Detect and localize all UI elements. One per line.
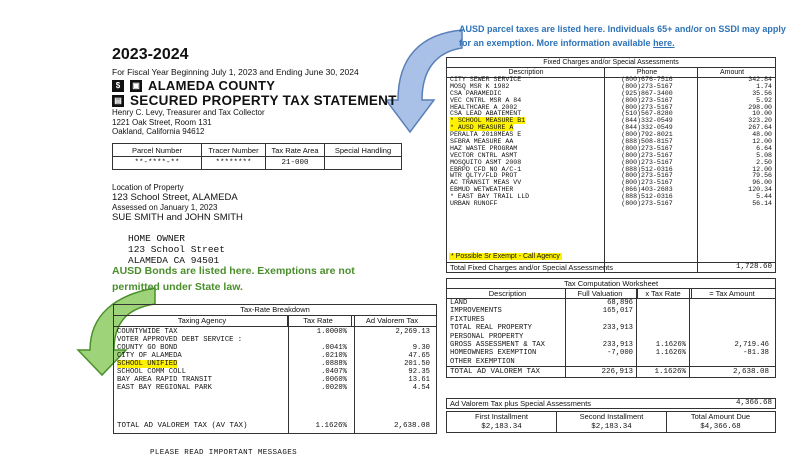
fc-rows	[447, 77, 775, 208]
fc-desc-text: MOSQUITO ASMT 2008	[450, 158, 522, 166]
fc-phone: (844)332-0549	[621, 117, 673, 125]
table-row	[447, 333, 775, 341]
trb-title: Tax-Rate Breakdown	[114, 305, 436, 316]
table-row	[114, 336, 436, 344]
trb-header-rate: Tax Rate	[287, 316, 351, 326]
fc-phone: (888)508-8157	[621, 138, 673, 146]
more-info-link[interactable]: here.	[653, 38, 675, 48]
ws-total-val: 226,913	[601, 368, 633, 376]
fc-desc-text: * SCHOOL MEASURE B1	[450, 117, 526, 125]
fc-amount: 48.00	[752, 131, 772, 139]
fc-phone: (800)273-5167	[621, 144, 673, 152]
ws-header-row	[447, 289, 775, 299]
fc-phone: (510)567-8280	[621, 110, 673, 118]
second-installment-label: Second Installment	[579, 412, 644, 421]
table-row	[447, 307, 775, 315]
ws-rows	[447, 299, 775, 366]
ws-amt: -81.38	[743, 349, 769, 358]
fc-phone: (888)512-0316	[621, 193, 673, 201]
tax-rate-area-value: 21-000	[266, 157, 325, 170]
ws-desc: GROSS ASSESSMENT & TAX	[450, 340, 545, 349]
table-row	[447, 324, 775, 332]
fc-desc-text: EBRPD CFD NO A/C-1	[450, 165, 522, 173]
county-seal-icon-2: ▣	[130, 80, 142, 92]
fc-header-phone: Phone	[636, 69, 658, 76]
collector-address2: Oakland, California 94612	[112, 127, 205, 136]
ws-rate	[636, 316, 689, 324]
bonds-callout: AUSD Bonds are listed here. Exemptions are not permitted under State law.	[112, 265, 355, 293]
fc-amount: 2.50	[756, 158, 772, 166]
ws-val: 165,017	[602, 307, 633, 316]
tracer-number-header: Tracer Number	[202, 144, 266, 157]
trb-amount: 92.35	[408, 368, 430, 376]
ws-header-val: Full Valuation	[565, 289, 637, 298]
table-row	[447, 299, 775, 307]
table-row	[447, 316, 775, 324]
collector-address1: 1221 Oak Street, Room 131	[112, 117, 212, 127]
fc-desc-text: VECTOR CNTRL ASMT	[450, 151, 518, 159]
possible-sr-exempt-note: * Possible Sr Exempt - Call Agency	[451, 253, 560, 260]
fc-amount: 5.44	[756, 193, 772, 201]
ws-title: Tax Computation Worksheet	[447, 279, 775, 289]
fc-desc-text: MOSQ MSR K 1982	[450, 82, 510, 90]
fc-desc-text: * EAST BAY TRAIL LLD	[450, 193, 530, 201]
ws-val: 233,913	[602, 324, 633, 333]
ws-amt	[689, 307, 772, 315]
parcel-tax-callout	[459, 22, 789, 50]
fc-amount: 12.00	[752, 138, 772, 146]
trb-header-row	[114, 316, 436, 327]
first-installment-amount: $2,183.34	[481, 423, 522, 431]
mailing-line1: HOME OWNER	[128, 233, 186, 244]
fc-amount: 6.64	[756, 144, 772, 152]
parcel-number-header: Parcel Number	[113, 144, 202, 157]
tax-rate-breakdown	[113, 304, 437, 434]
ws-rate	[636, 358, 689, 366]
mailing-line2: 123 School Street	[128, 244, 225, 255]
fc-desc	[447, 201, 602, 208]
trb-rate: .0060%	[321, 376, 347, 384]
first-installment	[447, 412, 556, 432]
fc-title: Fixed Charges and/or Special Assessments	[447, 58, 775, 68]
ws-val	[565, 358, 636, 366]
ws-rate	[636, 307, 689, 315]
ws-val	[565, 316, 636, 324]
fc-amount: 96.00	[752, 179, 772, 187]
ws-header-rate: x Tax Rate	[637, 289, 691, 298]
fc-phone: (800)273-5167	[621, 151, 673, 159]
total-amount-due-label: Total Amount Due	[690, 412, 751, 421]
ws-total-rate: 1.1626%	[654, 368, 686, 376]
table-row	[114, 368, 436, 376]
fc-amount: 267.64	[748, 124, 772, 132]
ws-rate: 1.1626%	[655, 349, 686, 358]
total-amount-due-value: $4,366.68	[700, 423, 741, 431]
tax-rate-area-header: Tax Rate Area	[266, 144, 325, 157]
trb-header-amount: Ad Valorem Tax	[351, 316, 435, 326]
installments-table	[446, 411, 776, 433]
trb-total-amount: 2,638.08	[393, 422, 430, 430]
mailing-address	[128, 233, 225, 266]
fc-amount: 10.00	[752, 110, 772, 118]
fc-amount: 12.00	[752, 165, 772, 173]
fc-desc-text: SFBRA MEASURE AA	[450, 138, 514, 146]
parcel-table	[112, 143, 402, 170]
ws-header-amt: = Tax Amount	[691, 289, 775, 298]
fc-desc-text: EBMUD WETWEATHER	[450, 186, 514, 194]
trb-total-rate: 1.1626%	[315, 422, 347, 430]
fc-amount: 35.56	[752, 89, 772, 97]
fc-phone: (925)867-3400	[621, 89, 673, 97]
fc-desc-text: CITY SEWER SERVICE	[450, 76, 522, 83]
ws-desc: HOMEOWNERS EXEMPTION	[450, 349, 537, 358]
fc-desc-text: HEALTHCARE A 2002	[450, 103, 518, 111]
trb-amount: 4.54	[412, 384, 430, 392]
fc-desc-text: URBAN RUNOFF	[450, 200, 498, 208]
table-row	[114, 352, 436, 360]
fc-amount: 342.84	[748, 76, 772, 83]
fc-desc-text: VEC CNTRL MSR A 84	[450, 96, 522, 104]
ws-amt	[689, 316, 772, 324]
mailing-line3: ALAMEDA CA 94501	[128, 255, 220, 266]
statement-year: 2023-2024	[112, 46, 189, 63]
trb-header-agency: Taxing Agency	[177, 316, 227, 325]
county-name: ALAMEDA COUNTY	[148, 78, 276, 93]
statement-title-row	[112, 93, 397, 108]
location-address: 123 School Street, ALAMEDA	[112, 192, 238, 203]
fc-desc-text: CSA LEAD ABATEMENT	[450, 110, 522, 118]
second-installment-amount: $2,183.34	[591, 423, 632, 431]
fc-desc-text: AC TRANSIT MEAS VV	[450, 179, 522, 187]
fc-header-desc: Description	[508, 69, 544, 76]
trb-agency: COUNTY GO BOND	[117, 344, 178, 352]
ws-val: 68,896	[607, 299, 633, 307]
fixed-charges-table	[446, 57, 776, 273]
fc-phone: (800)273-5167	[621, 158, 673, 166]
trb-agency: SCHOOL COMM COLL	[117, 368, 187, 376]
property-location	[112, 183, 243, 223]
ws-amt: 2,719.46	[734, 340, 769, 349]
trb-rate: 1.0000%	[316, 328, 347, 336]
statement-title: SECURED PROPERTY TAX STATEMENT	[130, 93, 397, 108]
fc-phone: (844)332-0549	[621, 124, 673, 132]
av-plus-special-row	[446, 398, 776, 409]
ws-total-row	[447, 366, 775, 377]
trb-amount: 47.65	[408, 352, 430, 360]
table-row	[114, 376, 436, 384]
special-handling-header: Special Handling	[325, 144, 402, 157]
fc-phone: (800)273-5167	[621, 179, 673, 187]
fc-phone: (800)273-5167	[621, 172, 673, 180]
trb-total-row	[114, 422, 436, 430]
ws-amt	[689, 299, 772, 307]
trb-rate: .0888%	[321, 360, 347, 368]
ws-total-amt: 2,638.08	[732, 368, 769, 376]
fc-phone: (888)512-0316	[621, 165, 673, 173]
document-icon: ▤	[112, 95, 124, 107]
fc-phone: (800)792-8021	[621, 131, 673, 139]
fc-desc-text: HAZ WASTE PROGRAM	[450, 144, 518, 152]
assessed-on: Assessed on January 1, 2023	[112, 203, 218, 212]
trb-agency-highlight: SCHOOL UNIFIED	[117, 360, 178, 368]
trb-rows	[114, 328, 436, 392]
assessed-to: SUE SMITH and JOHN SMITH	[112, 212, 243, 223]
fc-total-amount: 1,728.60	[735, 263, 772, 271]
fc-desc-text: CSA PARAMEDIC	[450, 89, 502, 97]
total-amount-due	[666, 412, 775, 432]
ws-rate	[636, 333, 689, 341]
collector-block	[112, 108, 265, 137]
table-row	[114, 384, 436, 392]
fc-header-amount: Amount	[719, 69, 745, 76]
trb-rate	[287, 336, 350, 344]
trb-agency: CITY OF ALAMEDA	[117, 352, 182, 360]
table-row-highlighted	[114, 360, 436, 368]
fc-amount: 5.92	[756, 96, 772, 104]
trb-agency: EAST BAY REGIONAL PARK	[117, 384, 212, 392]
trb-agency: VOTER APPROVED DEBT SERVICE :	[117, 336, 243, 344]
fc-desc-text: * AUSD MEASURE A	[450, 124, 514, 132]
fc-total-label: Total Fixed Charges and/or Special Assessments	[450, 263, 613, 272]
county-row	[112, 78, 275, 93]
tax-computation-worksheet	[446, 278, 776, 378]
trb-amount: 13.61	[408, 376, 430, 384]
ws-rate	[636, 324, 689, 332]
av-plus-amount: 4,366.68	[735, 399, 772, 407]
fc-amount: 5.08	[756, 151, 772, 159]
trb-rate: .0020%	[321, 384, 347, 392]
first-installment-label: First Installment	[475, 412, 528, 421]
ws-desc: IMPROVEMENTS	[450, 307, 502, 316]
fc-phone: (800)273-5167	[621, 103, 673, 111]
ws-amt	[689, 324, 772, 332]
fc-amount: 56.14	[752, 200, 772, 208]
parcel-tax-callout-text: AUSD parcel taxes are listed here. Individuals 65+ and/or on SSDI may apply for an exemption. More information available	[459, 24, 786, 48]
table-row	[447, 201, 775, 208]
trb-amount: 201.50	[404, 360, 430, 368]
ws-desc: TOTAL REAL PROPERTY	[450, 324, 532, 333]
parcel-number-value: **-****-**	[113, 157, 202, 170]
trb-total-label: TOTAL AD VALOREM TAX (AV TAX)	[117, 422, 248, 430]
av-plus-label: Ad Valorem Tax plus Special Assessments	[450, 399, 592, 408]
fc-phone: (800)273-5167	[621, 200, 673, 208]
ws-val: 233,913	[602, 340, 633, 349]
trb-amount: 9.30	[412, 344, 430, 352]
fc-phone: (800)273-5167	[621, 96, 673, 104]
table-row	[114, 328, 436, 336]
ws-amt	[689, 358, 772, 366]
fc-amount: 1.74	[756, 82, 772, 90]
trb-agency: COUNTYWIDE TAX	[117, 328, 178, 336]
trb-rate: .0407%	[321, 368, 347, 376]
fiscal-year-line: For Fiscal Year Beginning July 1, 2023 and Ending June 30, 2024	[112, 67, 359, 77]
fc-phone: (800)273-5167	[621, 82, 673, 90]
fc-desc-text: PERALTA 2018MEAS E	[450, 131, 522, 139]
fc-amount: 323.20	[748, 117, 772, 125]
ws-desc: OTHER EXEMPTION	[450, 357, 515, 366]
ws-amt	[689, 333, 772, 341]
location-label: Location of Property	[112, 183, 184, 192]
fc-amount: 120.34	[748, 186, 772, 194]
special-handling-value	[325, 157, 402, 170]
fc-amount: 79.56	[752, 172, 772, 180]
county-seal-icon: $	[112, 80, 124, 92]
read-messages-note: PLEASE READ IMPORTANT MESSAGES	[150, 449, 298, 457]
trb-rate: .0210%	[321, 352, 347, 360]
ws-total-label: TOTAL AD VALOREM TAX	[450, 368, 541, 376]
table-row	[447, 341, 775, 349]
trb-amount	[350, 336, 433, 344]
fc-phone: (866)403-2683	[621, 186, 673, 194]
tracer-number-value: ********	[202, 157, 266, 170]
fc-amount: 298.00	[748, 103, 772, 111]
table-row	[447, 349, 775, 357]
second-installment	[556, 412, 667, 432]
ws-val: -7,000	[607, 349, 633, 358]
collector-name: Henry C. Levy, Treasurer and Tax Collector	[112, 108, 265, 117]
trb-agency: BAY AREA RAPID TRANSIT	[117, 376, 212, 384]
table-row	[447, 358, 775, 366]
ws-rate: 1.1626%	[655, 340, 686, 349]
ws-desc: FIXTURES	[450, 315, 485, 324]
fc-desc-text: WTR QLTY/FLD PROT	[450, 172, 518, 180]
ws-header-desc: Description	[488, 289, 527, 298]
ws-val	[565, 333, 636, 341]
ws-desc: LAND	[450, 299, 468, 307]
table-row	[114, 344, 436, 352]
fc-total-row	[446, 262, 776, 273]
trb-amount: 2,269.13	[395, 328, 430, 336]
ws-desc: PERSONAL PROPERTY	[450, 332, 524, 341]
fc-phone: (800)676-7516	[621, 76, 673, 83]
ws-rate	[636, 299, 689, 307]
trb-rate: .0041%	[321, 344, 347, 352]
